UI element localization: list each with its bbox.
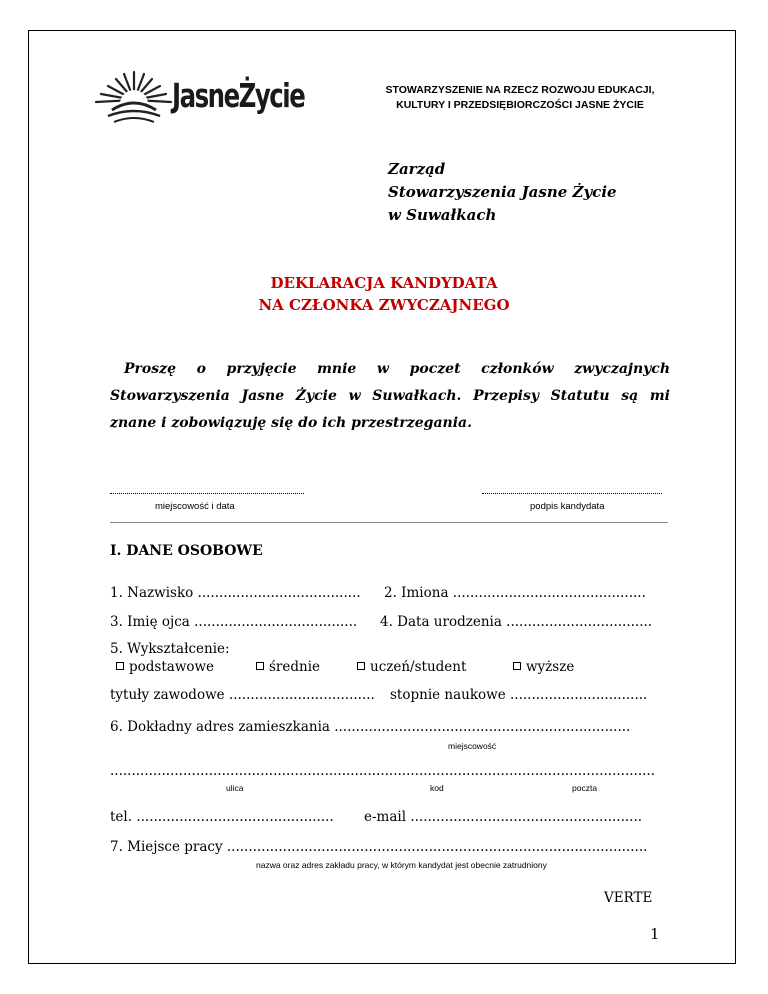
org-name-line2: KULTURY I PRZEDSIĘBIORCZOŚCI JASNE ŻYCIE [396,99,644,111]
checkbox-icon[interactable] [116,662,124,670]
addressee-line3: w Suwałkach [388,206,497,224]
surname-field[interactable]: 1. Nazwisko ...................................... [110,585,361,601]
professional-titles-field[interactable]: tytuły zawodowe .................................. [110,687,375,703]
addressee-line2: Stowarzyszenia Jasne Życie [388,183,617,201]
checkbox-icon[interactable] [513,662,521,670]
workplace-sub-label: nazwa oraz adres zakładu pracy, w którym kandydat jest obecnie zatrudniony [256,860,547,870]
logo-wordmark: JasneŻycie [172,76,305,115]
verte-label: VERTE [604,890,653,906]
jasne-zycie-logo [92,66,312,130]
checkbox-icon[interactable] [256,662,264,670]
names-field[interactable]: 2. Imiona ............................................. [384,585,646,601]
checkbox-icon[interactable] [357,662,365,670]
education-option-higher[interactable]: wyższe [513,659,574,675]
document-title-line1: DEKLARACJA KANDYDATA [270,274,498,292]
address-street-label: ulica [226,783,244,793]
education-option-secondary[interactable]: średnie [256,659,320,675]
signature-label: podpis kandydata [530,501,605,512]
document-title-line2: NA CZŁONKA ZWYCZAJNEGO [258,296,510,314]
place-date-label: miejscowość i data [155,501,235,512]
address-field[interactable]: 6. Dokładny adres zamieszkania ..................................................................... [110,719,631,735]
org-name-line1: STOWARZYSZENIE NA RZECZ ROZWOJU EDUKACJI, [385,84,655,96]
page-number: 1 [650,925,660,943]
education-option-primary[interactable]: podstawowe [116,659,214,675]
section-heading-personal-data: I. DANE OSOBOWE [110,543,263,559]
phone-field[interactable]: tel. .............................................. [110,809,334,825]
declaration-line3: znane i zobowiązuję się do ich przestrzegania. [110,415,472,431]
declaration-line1: Proszę o przyjęcie mnie w poczet członków zwyczajnych [124,361,670,377]
declaration-line2: Stowarzyszenia Jasne Życie w Suwałkach. Przepisy Statutu są mi [110,388,670,404]
address-city-label: miejscowość [448,741,497,751]
address-line2-field[interactable]: ............................................................................................................................... [110,763,655,779]
father-name-field[interactable]: 3. Imię ojca ...................................... [110,614,358,630]
section-divider [110,522,668,523]
birth-date-field[interactable]: 4. Data urodzenia .................................. [380,614,653,630]
education-label: 5. Wykształcenie: [110,641,230,657]
academic-degrees-field[interactable]: stopnie naukowe ................................ [390,687,648,703]
workplace-field[interactable]: 7. Miejsce pracy .................................................................................................. [110,839,648,855]
place-date-dotted-line [110,493,304,494]
address-code-label: kod [430,783,444,793]
addressee-line1: Zarząd [388,160,446,178]
education-option-student[interactable]: uczeń/student [357,659,466,675]
address-post-label: poczta [572,783,598,793]
email-field[interactable]: e-mail ...................................................... [364,809,643,825]
signature-dotted-line [482,493,662,494]
